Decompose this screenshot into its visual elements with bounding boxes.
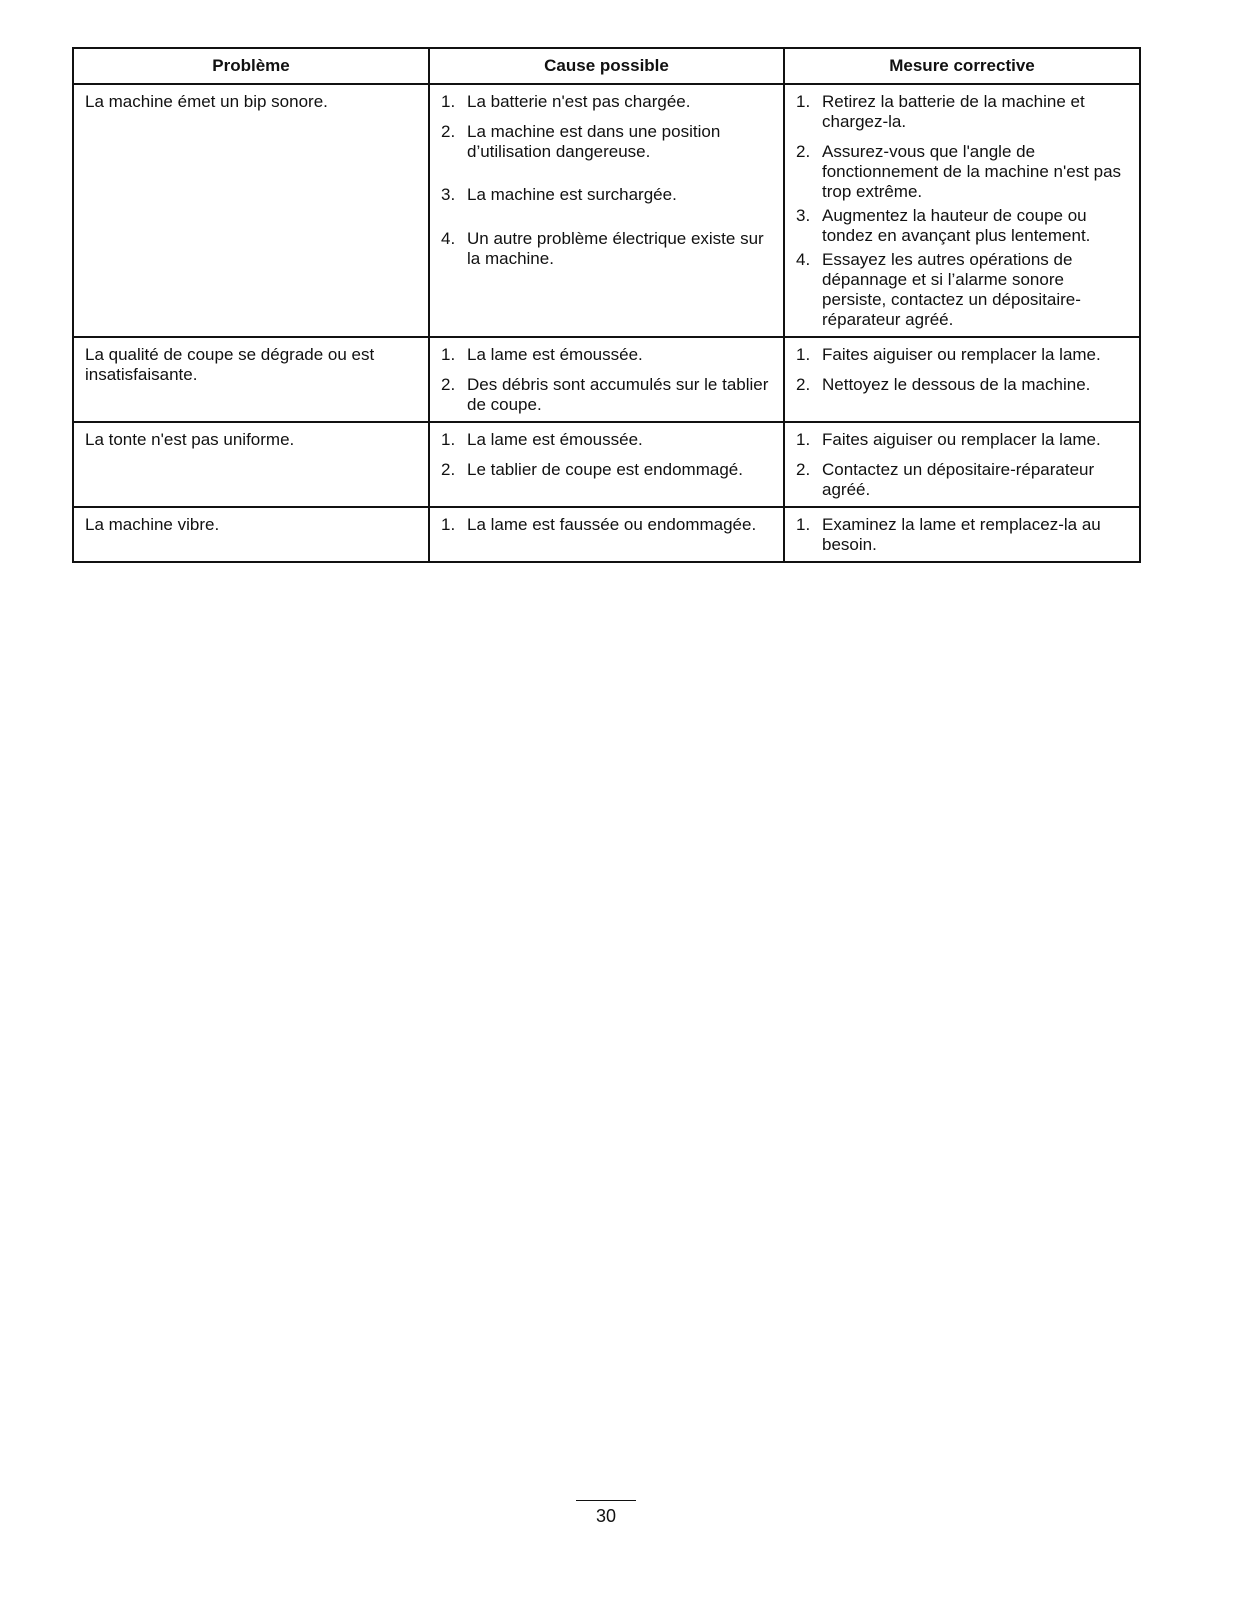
item-text: Faites aiguiser ou remplacer la lame. <box>822 430 1101 449</box>
action-cell <box>784 507 1140 562</box>
item-number: 2. <box>796 142 811 161</box>
table-row <box>73 507 1140 562</box>
item-number: 2. <box>441 122 456 141</box>
header-problem: Problème <box>73 48 429 84</box>
list-item <box>796 345 1129 365</box>
list-item <box>441 92 773 112</box>
item-text: La machine est surchargée. <box>467 185 677 204</box>
header-cause: Cause possible <box>429 48 784 84</box>
list-item <box>796 92 1129 132</box>
action-list <box>796 515 1129 555</box>
item-number: 4. <box>796 250 811 269</box>
list-item <box>441 515 773 535</box>
cause-list <box>441 345 773 415</box>
list-item <box>441 122 773 162</box>
list-item <box>796 515 1129 555</box>
item-number: 1. <box>441 345 456 364</box>
list-item <box>796 142 1129 202</box>
list-item <box>441 345 773 365</box>
item-text: Augmentez la hauteur de coupe ou tondez en avançant plus lentement. <box>822 206 1091 245</box>
item-number: 1. <box>441 430 456 449</box>
item-number: 1. <box>441 92 456 111</box>
item-text: Des débris sont accumulés sur le tablier de coupe. <box>467 375 769 414</box>
item-number: 1. <box>441 515 456 534</box>
cause-list <box>441 430 773 480</box>
problem-cell: La machine vibre. <box>73 507 429 562</box>
cause-list <box>441 515 773 535</box>
cause-cell <box>429 507 784 562</box>
item-text: Le tablier de coupe est endommagé. <box>467 460 743 479</box>
list-item <box>796 430 1129 450</box>
action-cell <box>784 337 1140 422</box>
action-cell <box>784 84 1140 337</box>
item-number: 1. <box>796 345 811 364</box>
table-header-row <box>73 48 1140 84</box>
problem-cell: La machine émet un bip sonore. <box>73 84 429 337</box>
list-item <box>796 250 1129 330</box>
table-row <box>73 337 1140 422</box>
header-action: Mesure corrective <box>784 48 1140 84</box>
page-number: 30 <box>595 1506 617 1526</box>
action-list <box>796 345 1129 395</box>
item-number: 2. <box>796 375 811 394</box>
cause-cell <box>429 337 784 422</box>
cause-cell <box>429 84 784 337</box>
item-number: 2. <box>441 375 456 394</box>
list-item <box>796 460 1129 500</box>
item-number: 1. <box>796 430 811 449</box>
list-item <box>796 206 1129 246</box>
list-item <box>441 430 773 450</box>
item-number: 1. <box>796 515 811 534</box>
item-text: Nettoyez le dessous de la machine. <box>822 375 1091 394</box>
item-text: Retirez la batterie de la machine et chargez-la. <box>822 92 1085 131</box>
footer-rule <box>576 1500 636 1501</box>
list-item <box>796 375 1129 395</box>
item-number: 4. <box>441 229 456 248</box>
item-text: La batterie n'est pas chargée. <box>467 92 691 111</box>
cause-list <box>441 92 773 269</box>
cause-cell <box>429 422 784 507</box>
item-number: 2. <box>796 460 811 479</box>
problem-cell: La qualité de coupe se dégrade ou est insatisfaisante. <box>73 337 429 422</box>
table-row <box>73 84 1140 337</box>
item-number: 3. <box>441 185 456 204</box>
item-text: Contactez un dépositaire-réparateur agréé. <box>822 460 1095 499</box>
item-text: Assurez-vous que l'angle de fonctionnement de la machine n'est pas trop extrême. <box>822 142 1122 201</box>
item-number: 3. <box>796 206 811 225</box>
list-item <box>441 185 773 205</box>
list-item <box>441 375 773 415</box>
item-text: Essayez les autres opérations de dépannage et si l’alarme sonore persiste, contactez un dépositaire-réparateur agréé. <box>822 250 1081 329</box>
item-text: La lame est émoussée. <box>467 430 643 449</box>
item-text: Un autre problème électrique existe sur la machine. <box>467 229 764 268</box>
item-text: La machine est dans une position d’utilisation dangereuse. <box>467 122 721 161</box>
item-text: Faites aiguiser ou remplacer la lame. <box>822 345 1101 364</box>
table-row <box>73 422 1140 507</box>
item-text: La lame est émoussée. <box>467 345 643 364</box>
item-number: 1. <box>796 92 811 111</box>
troubleshooting-table <box>72 47 1141 563</box>
problem-cell: La tonte n'est pas uniforme. <box>73 422 429 507</box>
list-item <box>441 229 773 269</box>
action-cell <box>784 422 1140 507</box>
list-item <box>441 460 773 480</box>
item-text: Examinez la lame et remplacez-la au besoin. <box>822 515 1101 554</box>
item-number: 2. <box>441 460 456 479</box>
action-list <box>796 430 1129 500</box>
action-list <box>796 92 1129 330</box>
item-text: La lame est faussée ou endommagée. <box>467 515 757 534</box>
